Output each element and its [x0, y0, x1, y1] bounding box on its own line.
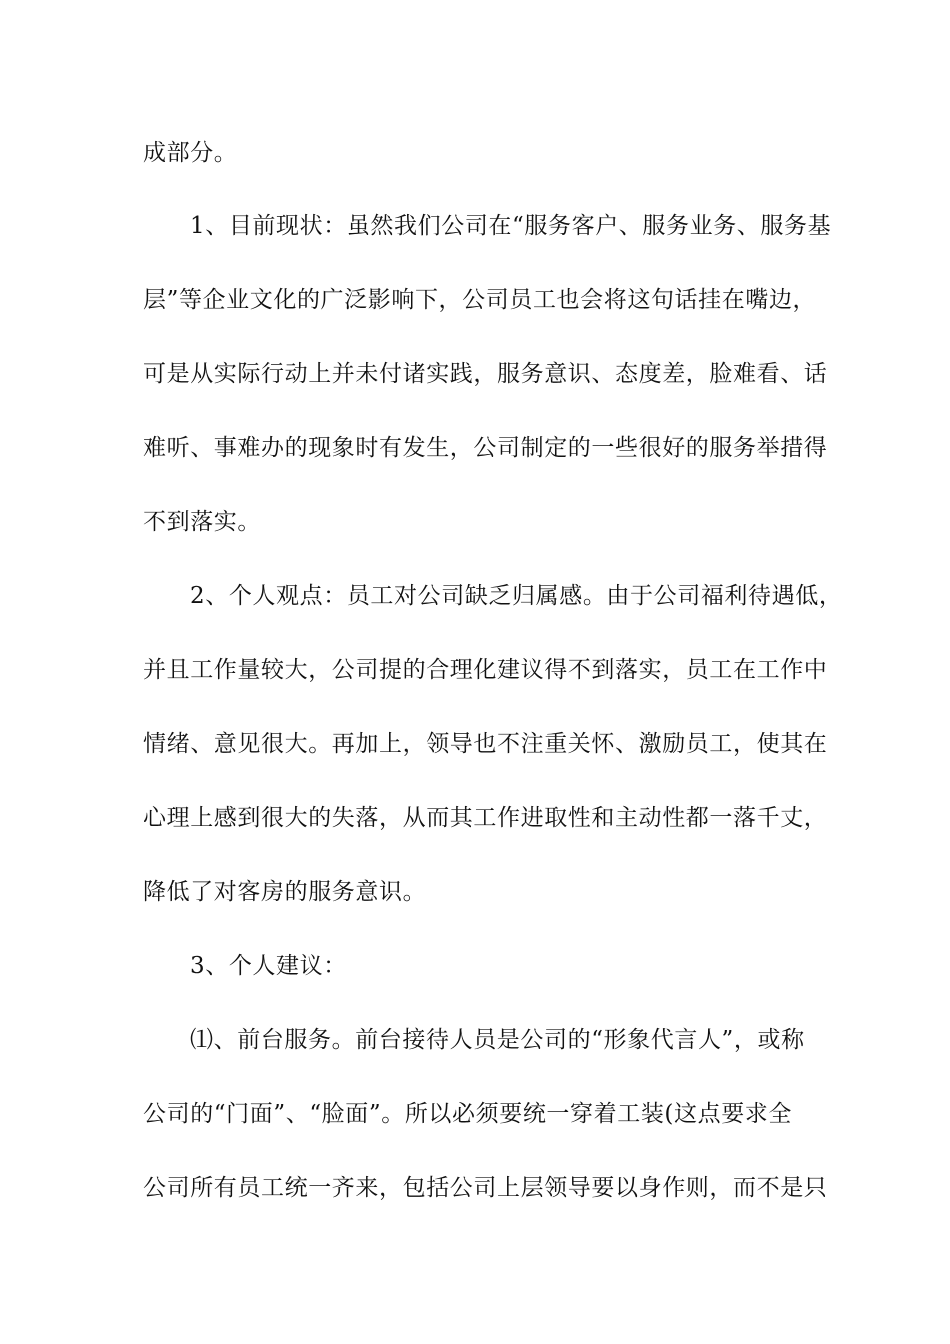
paragraph-line: 不到落实。: [143, 509, 261, 535]
paragraph-line: 2、个人观点：员工对公司缺乏归属感。由于公司福利待遇低，: [190, 583, 843, 609]
paragraph-line: 难听、事难办的现象时有发生，公司制定的一些很好的服务举措得: [143, 435, 828, 461]
paragraph-line: 并且工作量较大，公司提的合理化建议得不到落实，员工在工作中: [143, 657, 828, 683]
paragraph-line: 可是从实际行动上并未付诸实践，服务意识、态度差，脸难看、话: [143, 361, 828, 387]
paragraph-line: 3、个人建议：: [190, 953, 347, 979]
paragraph-line: 层”等企业文化的广泛影响下，公司员工也会将这句话挂在嘴边，: [143, 287, 817, 313]
paragraph-line: 公司的“门面”、“脸面”。所以必须要统一穿着工装(这点要求全: [143, 1101, 793, 1127]
paragraph-line: 情绪、意见很大。再加上，领导也不注重关怀、激励员工，使其在: [143, 731, 828, 757]
paragraph-line: 心理上感到很大的失落，从而其工作进取性和主动性都一落千丈，: [143, 805, 828, 831]
paragraph-line: 公司所有员工统一齐来，包括公司上层领导要以身作则，而不是只: [143, 1175, 828, 1201]
paragraph-line: 成部分。: [143, 140, 238, 166]
paragraph-line: 1、目前现状：虽然我们公司在“服务客户、服务业务、服务基: [190, 213, 832, 239]
paragraph-line: ⑴、前台服务。前台接待人员是公司的“形象代言人”，或称: [190, 1027, 805, 1053]
paragraph-line: 降低了对客房的服务意识。: [143, 879, 427, 905]
